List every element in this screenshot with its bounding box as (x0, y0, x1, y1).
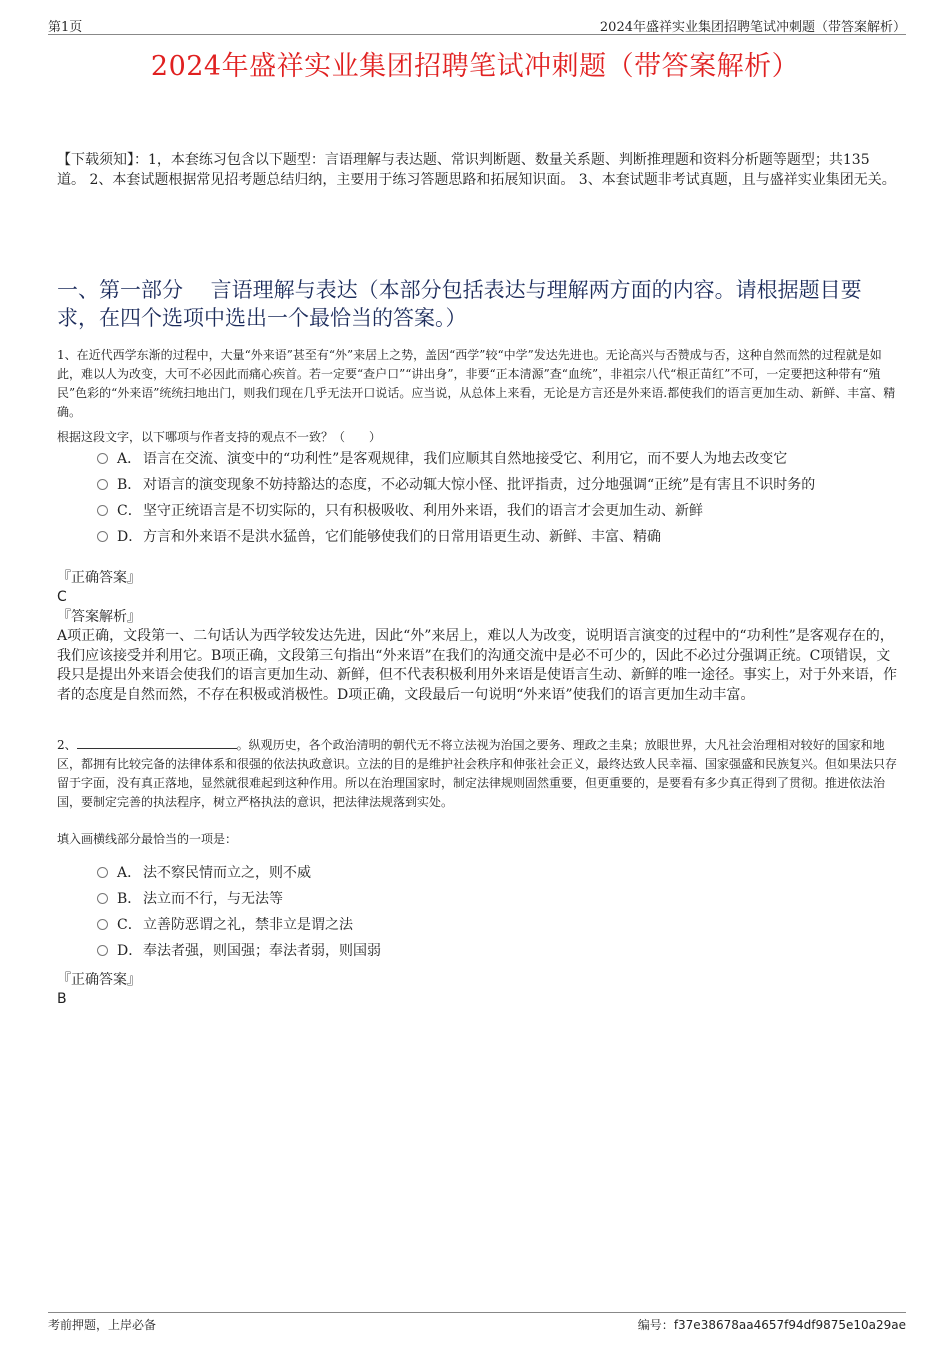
footer-slogan: 考前押题，上岸必备 (48, 1318, 157, 1332)
radio-icon[interactable] (97, 919, 108, 930)
download-notice: 【下载须知】：1，本套练习包含以下题型：言语理解与表达题、常识判断题、数量关系题、判断推理题和资料分析题等题型；共135道。 2、本套试题根据常见招考题总结归纳，主要用于练习答题思路和拓展知识面。 3、本套试题非考试真题，且与盛祥实业集团无关。 (57, 152, 896, 188)
page-number: 第1页 (48, 20, 83, 35)
radio-icon[interactable] (97, 453, 108, 464)
q1-answer: C (57, 589, 67, 605)
radio-icon[interactable] (97, 479, 108, 490)
q1-analysis: A项正确，文段第一、二句话认为西学较发达先进，因此“外”来居上，难以人为改变，说明语言演变的过程中的“功利性”是客观存在的，我们应该接受并利用它。B项正确，文段第三句指出“外来语”在我们的沟通交流中是必不可少的，因此不必过分强调正统。C项错误，文段只是提出外来语会使我们的语言更加生动、新鲜，但不代表积极利用外来语是使语言生动、新鲜的唯一途径。事实上，对于外来语，作者的态度是自然而然，不存在积极或消极性。D项正确，文段最后一句说明“外来语”使我们的语言更加生动丰富。 (57, 628, 897, 703)
header-doc-title: 2024年盛祥实业集团招聘笔试冲刺题（带答案解析） (599, 20, 906, 35)
radio-icon[interactable] (97, 505, 108, 516)
radio-icon[interactable] (97, 945, 108, 956)
radio-icon[interactable] (97, 893, 108, 904)
radio-icon[interactable] (97, 531, 108, 542)
q2-passage: 2、 。纵观历史，各个政治清明的朝代无不将立法视为治国之要务、理政之圭臬；放眼世界，大凡社会治理相对较好的国家和地区，都拥有比较完备的法律体系和很强的依法执政意识。立法的目的是维护社会秩序和伸张社会正义，最终达致人民幸福、国家强盛和民族复兴。但如果法只存留于字面，没有真正落地，显然就很难起到这种作用。所以在治理国家时，制定法律规则固然重要，但更重要的，是要看有多少真正得到了贯彻。推进依法治国，要制定完善的执法程序，树立严格执法的意识，把法律法规落到实处。 (57, 738, 898, 809)
footer-code: 编号：f37e38678aa4657f94df9875e10a29ae (637, 1318, 906, 1332)
q1-answer-label: 『正确答案』 (57, 570, 141, 586)
q2-option-d[interactable]: D．奉法者强，则国强；奉法者弱，则国弱 (97, 938, 897, 964)
page-footer (48, 1312, 906, 1332)
q1-option-c[interactable]: C．坚守正统语言是不切实际的，只有积极吸收、利用外来语，我们的语言才会更加生动、新鲜 (97, 498, 897, 524)
section-heading: 一、第一部分 言语理解与表达（本部分包括表达与理解两方面的内容。请根据题目要求，在四个选项中选出一个最恰当的答案。） (57, 278, 862, 330)
fill-blank (77, 736, 237, 749)
radio-icon[interactable] (97, 867, 108, 878)
page-header (48, 14, 906, 35)
page-title: 2024年盛祥实业集团招聘笔试冲刺题（带答案解析） (150, 51, 800, 82)
q1-option-d[interactable]: D．方言和外来语不是洪水猛兽，它们能够使我们的日常用语更生动、新鲜、丰富、精确 (97, 524, 897, 550)
q2-options (97, 860, 897, 964)
q2-answer: B (57, 991, 67, 1007)
q1-options (97, 446, 897, 550)
q1-stem: 根据这段文字，以下哪项与作者支持的观点不一致？（ ） (57, 430, 382, 444)
q1-passage: 1、在近代西学东渐的过程中，大量“外来语”甚至有“外”来居上之势，盖因“西学”较“中学”发达先进也。无论高兴与否赞成与否，这种自然而然的过程就是如此，难以人为改变，大可不必因此而痛心疾首。若一定要“查户口”“讲出身”，非要“正本清源”查“血统”，非祖宗八代“根正苗红”不可，一定要把这种带有“殖民”色彩的“外来语”统统扫地出门，则我们现在几乎无法开口说话。应当说，从总体上来看，无论是方言还是外来语.都使我们的语言更加生动、新鲜、丰富、精确。 (57, 348, 896, 419)
q1-option-a[interactable]: A． 语言在交流、演变中的“功利性”是客观规律，我们应顺其自然地接受它、利用它，而不要人为地去改变它 (97, 446, 897, 472)
q1-option-b[interactable]: B． 对语言的演变现象不妨持豁达的态度，不必动辄大惊小怪、批评指责，过分地强调“正统”是有害且不识时务的 (97, 472, 897, 498)
q1-analysis-label: 『答案解析』 (57, 609, 141, 625)
q2-answer-label: 『正确答案』 (57, 972, 141, 988)
q2-stem: 填入画横线部分最恰当的一项是： (57, 832, 238, 846)
q2-option-b[interactable]: B． 法立而不行，与无法等 (97, 886, 897, 912)
q2-option-c[interactable]: C．立善防恶谓之礼，禁非立是谓之法 (97, 912, 897, 938)
q2-option-a[interactable]: A． 法不察民情而立之，则不威 (97, 860, 897, 886)
